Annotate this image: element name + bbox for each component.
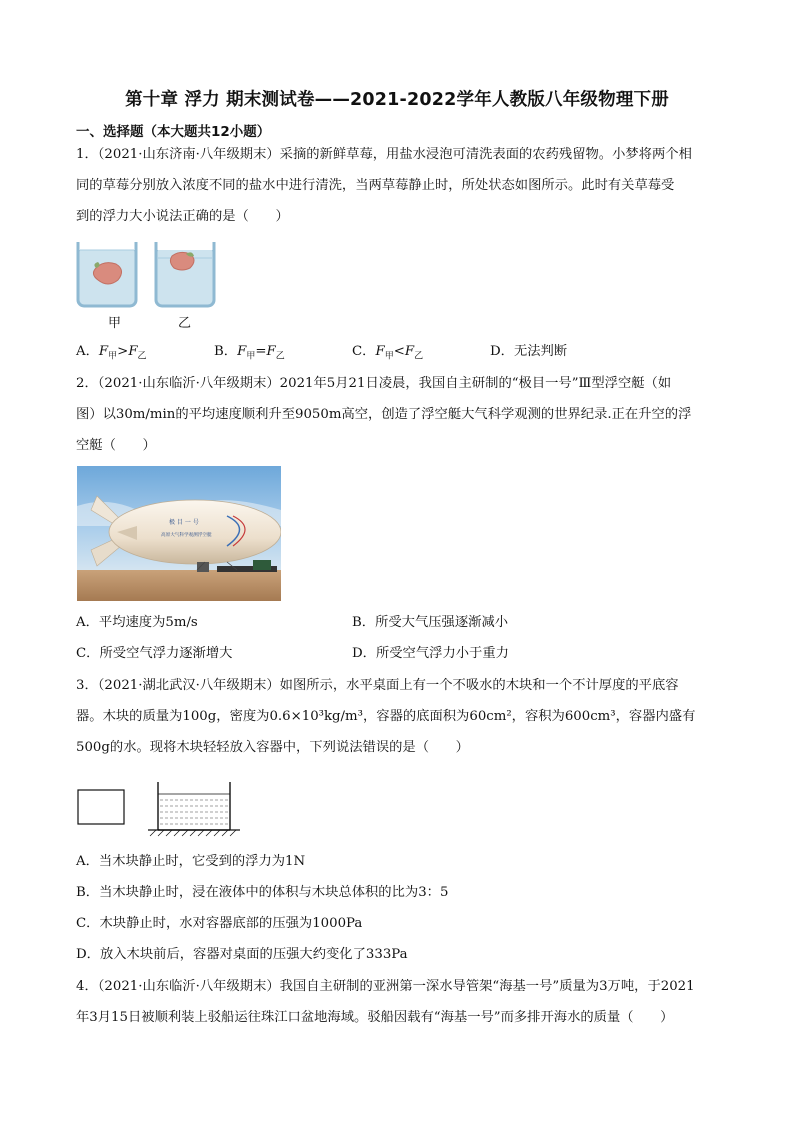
q1-option-c: C．$F_甲<F_乙$: [352, 344, 424, 362]
q2-option-a: A．平均速度为5m/s: [76, 615, 198, 630]
q3-option-d: D．放入木块前后，容器对桌面的压强大约变化了333Pa: [76, 947, 408, 962]
q2-option-d: D．所受空气浮力小于重力: [352, 646, 509, 661]
q2-option-c: C．所受空气浮力逐渐增大: [76, 646, 233, 661]
q2-line-1: 2．（2021·山东临沂·八年级期末）2021年5月21日凌晨，我国自主研制的“极目一号”Ⅲ型浮空艇（如: [76, 376, 672, 391]
wood-block: [78, 790, 124, 824]
q3-line-1: 3．（2021·湖北武汉·八年级期末）如图所示，水平桌面上有一个不吸水的木块和一个不计厚度的平底容: [76, 678, 679, 693]
q1-option-d: D．无法判断: [490, 344, 568, 359]
q2-line-2: 图）以30m/min的平均速度顺利升至9050m高空，创造了浮空艇大气科学观测的世界纪录.正在升空的浮: [76, 407, 692, 422]
q3-line-2: 器。木块的质量为100g，密度为0.6×10³kg/m³，容器的底面积为60cm²，容积为600cm³，容器内盛有: [76, 709, 696, 724]
section-heading: 一、选择题（本大题共12小题）: [76, 124, 271, 140]
beaker-b-label: 乙: [178, 316, 192, 331]
beaker-a: [78, 240, 136, 306]
q1-line-2: 同的草莓分别放入浓度不同的盐水中进行清洗，当两草莓静止时，所处状态如图所示。此时有关草莓受: [76, 178, 675, 193]
q2-line-3: 空艇（ ）: [76, 438, 156, 453]
q3-option-a: A．当木块静止时，它受到的浮力为1N: [76, 854, 306, 869]
airship-caption-text: 高原大气科学观测浮空艇: [161, 533, 212, 538]
container: [158, 782, 230, 830]
page-title: 第十章 浮力 期末测试卷——2021-2022学年人教版八年级物理下册: [125, 90, 669, 110]
table-surface: [148, 830, 240, 836]
airship-photo: [77, 466, 281, 601]
q3-line-3: 500g的水。现将木块轻轻放入容器中，下列说法错误的是（ ）: [76, 740, 469, 755]
strawberry-beakers-figure: [74, 240, 224, 312]
q1-line-3: 到的浮力大小说法正确的是（ ）: [76, 209, 289, 224]
q1-line-1: 1．（2021·山东济南·八年级期末）采摘的新鲜草莓，用盐水浸泡可清洗表面的农药残留物。小梦将两个相: [76, 147, 692, 162]
q4-line-2: 年3月15日被顺利装上驳船运往珠江口盆地海域。驳船因载有“海基一号”而多排开海水的质量（ ）: [76, 1010, 674, 1025]
q3-option-c: C．木块静止时，水对容器底部的压强为1000Pa: [76, 916, 363, 931]
q1-option-b: B．$F_甲=F_乙$: [214, 344, 285, 362]
q2-option-b: B．所受大气压强逐渐减小: [352, 615, 509, 630]
q3-option-b: B．当木块静止时，浸在液体中的体积与木块总体积的比为3：5: [76, 885, 449, 900]
q1-option-a: A．$F_甲>F_乙$: [76, 344, 147, 362]
airship-name-text: 极 目 一 号: [169, 519, 199, 526]
beaker-b: [156, 240, 214, 306]
beaker-a-label: 甲: [108, 316, 122, 331]
q4-line-1: 4．（2021·山东临沂·八年级期末）我国自主研制的亚洲第一深水导管架“海基一号”质量为3万吨，于2021: [76, 979, 695, 994]
wood-block-container-figure: [74, 780, 244, 838]
